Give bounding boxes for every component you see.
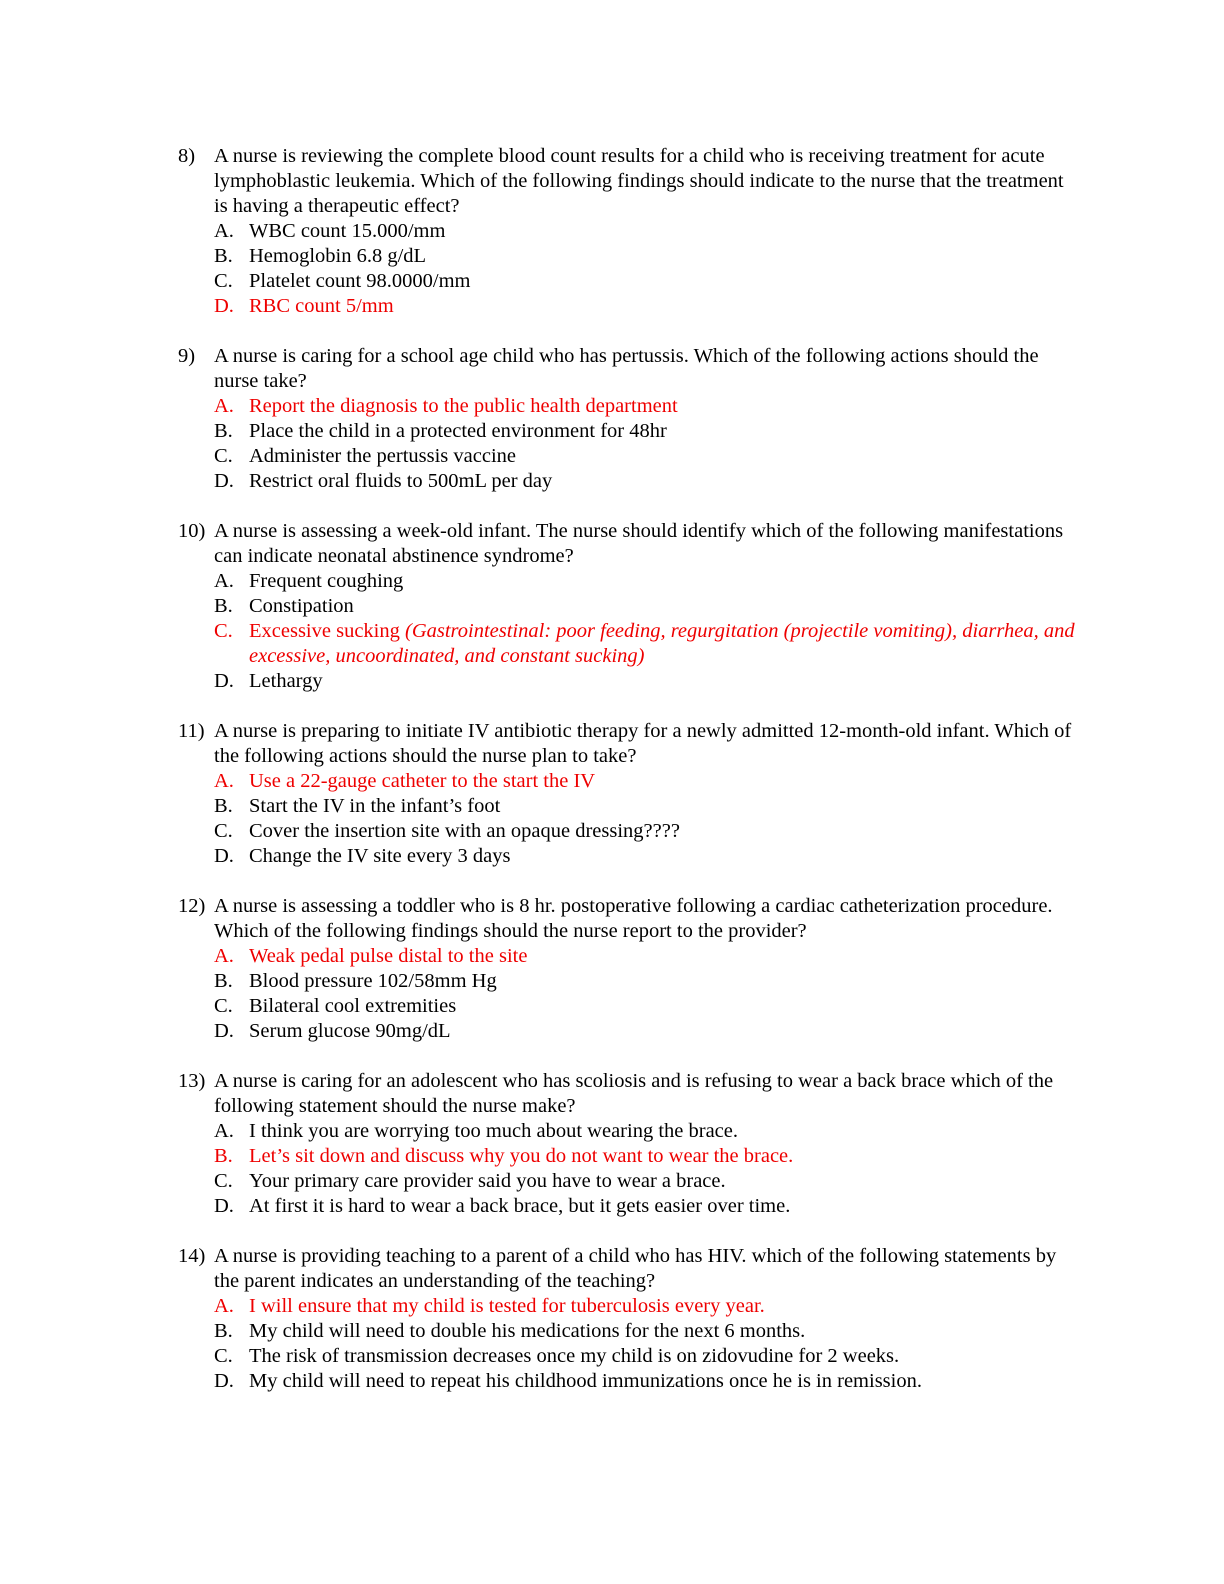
answer-option	[214, 219, 1078, 244]
option-text-wrap	[249, 669, 1078, 694]
option-label: A.	[214, 945, 234, 967]
question-text: A nurse is caring for an adolescent who has scoliosis and is refusing to wear a back brace which of the following statement should the nurse make?	[214, 1070, 1054, 1117]
answer-option	[214, 594, 1078, 619]
question-text: A nurse is providing teaching to a parent of a child who has HIV. which of the following statements by the parent indicates an understanding of the teaching?	[214, 1245, 1057, 1292]
answer-option-correct	[214, 1294, 1078, 1319]
option-label: A.	[214, 1120, 234, 1142]
option-label: B.	[214, 245, 233, 267]
answer-option	[214, 419, 1078, 444]
option-label: B.	[214, 420, 233, 442]
option-text: Weak pedal pulse distal to the site	[249, 945, 528, 967]
option-text-wrap	[249, 569, 1078, 594]
answer-options	[214, 1119, 1078, 1219]
option-text: Lethargy	[249, 670, 323, 692]
answer-option	[214, 794, 1078, 819]
option-label: A.	[214, 395, 234, 417]
question-stem	[178, 894, 1078, 944]
answer-option-correct	[214, 294, 1078, 319]
answer-option	[214, 269, 1078, 294]
answer-option	[214, 244, 1078, 269]
option-text-wrap	[249, 794, 1078, 819]
question-stem	[178, 1244, 1078, 1294]
question-number: 14)	[178, 1245, 206, 1267]
option-text: RBC count 5/mm	[249, 295, 394, 317]
answer-option	[214, 1319, 1078, 1344]
option-text: My child will need to double his medications for the next 6 months.	[249, 1320, 806, 1342]
question-number: 9)	[178, 345, 196, 367]
question-text: A nurse is assessing a week-old infant. The nurse should identify which of the following manifestations can indicate neonatal abstinence syndrome?	[214, 520, 1064, 567]
answer-option	[214, 1369, 1078, 1394]
option-text: Start the IV in the infant’s foot	[249, 795, 501, 817]
option-text-wrap	[249, 1319, 1078, 1344]
option-text-wrap	[249, 1144, 1078, 1169]
option-text: At first it is hard to wear a back brace, but it gets easier over time.	[249, 1195, 791, 1217]
option-text: Your primary care provider said you have to wear a brace.	[249, 1170, 726, 1192]
option-text-wrap	[249, 1294, 1078, 1319]
option-text: The risk of transmission decreases once my child is on zidovudine for 2 weeks.	[249, 1345, 900, 1367]
option-text-wrap	[249, 1344, 1078, 1369]
option-label: A.	[214, 1295, 234, 1317]
question-7	[178, 1244, 1078, 1394]
option-label: C.	[214, 1170, 233, 1192]
option-label: C.	[214, 1345, 233, 1367]
question-stem	[178, 344, 1078, 394]
answer-option	[214, 1194, 1078, 1219]
option-text-wrap	[249, 1194, 1078, 1219]
option-label: A.	[214, 220, 234, 242]
option-text: My child will need to repeat his childhood immunizations once he is in remission.	[249, 1370, 922, 1392]
answer-options	[214, 944, 1078, 1044]
question-4	[178, 719, 1078, 869]
answer-option-correct	[214, 769, 1078, 794]
answer-options	[214, 1294, 1078, 1394]
option-label: B.	[214, 970, 233, 992]
option-text: Constipation	[249, 595, 354, 617]
option-text-wrap	[249, 1369, 1078, 1394]
option-label: C.	[214, 270, 233, 292]
question-2	[178, 344, 1078, 494]
answer-options	[214, 394, 1078, 494]
option-text: Report the diagnosis to the public health department	[249, 395, 678, 417]
question-3	[178, 519, 1078, 694]
option-text-wrap	[249, 419, 1078, 444]
option-text-wrap	[249, 944, 1078, 969]
answer-option	[214, 569, 1078, 594]
option-text: Place the child in a protected environment for 48hr	[249, 420, 667, 442]
option-label: D.	[214, 845, 234, 867]
option-text-wrap	[249, 819, 1078, 844]
answer-option	[214, 669, 1078, 694]
answer-option	[214, 969, 1078, 994]
option-note: (Gastrointestinal: poor feeding, regurgitation (projectile vomiting), diarrhea, and excessive, uncoordinated, and constant sucking)	[249, 620, 1075, 667]
option-text-wrap	[249, 769, 1078, 794]
answer-option	[214, 469, 1078, 494]
option-label: D.	[214, 670, 234, 692]
option-text: Serum glucose 90mg/dL	[249, 1020, 451, 1042]
question-stem	[178, 719, 1078, 769]
option-text-wrap	[249, 1169, 1078, 1194]
option-text-wrap	[249, 1119, 1078, 1144]
option-text: Excessive sucking	[249, 620, 405, 642]
option-text-wrap	[249, 844, 1078, 869]
option-label: C.	[214, 445, 233, 467]
option-text: Administer the pertussis vaccine	[249, 445, 517, 467]
answer-option	[214, 1119, 1078, 1144]
question-1	[178, 144, 1078, 319]
answer-option	[214, 444, 1078, 469]
answer-option	[214, 819, 1078, 844]
option-label: A.	[214, 770, 234, 792]
option-text: Bilateral cool extremities	[249, 995, 457, 1017]
option-text-wrap	[249, 244, 1078, 269]
answer-option-correct	[214, 394, 1078, 419]
question-number: 8)	[178, 145, 196, 167]
question-5	[178, 894, 1078, 1044]
option-label: B.	[214, 1320, 233, 1342]
option-text: Use a 22-gauge catheter to the start the IV	[249, 770, 596, 792]
option-text: Cover the insertion site with an opaque dressing????	[249, 820, 680, 842]
answer-options	[214, 219, 1078, 319]
option-label: D.	[214, 1020, 234, 1042]
option-text: I will ensure that my child is tested for tuberculosis every year.	[249, 1295, 765, 1317]
question-text: A nurse is preparing to initiate IV antibiotic therapy for a newly admitted 12-month-old infant. Which of the following actions should the nurse plan to take?	[214, 720, 1072, 767]
answer-option	[214, 1019, 1078, 1044]
question-stem	[178, 144, 1078, 219]
option-text-wrap	[249, 269, 1078, 294]
question-text: A nurse is caring for a school age child who has pertussis. Which of the following actions should the nurse take?	[214, 345, 1039, 392]
answer-options	[214, 569, 1078, 694]
option-text: Blood pressure 102/58mm Hg	[249, 970, 497, 992]
option-label: B.	[214, 1145, 233, 1167]
question-stem	[178, 519, 1078, 569]
option-text: Platelet count 98.0000/mm	[249, 270, 471, 292]
option-text: Restrict oral fluids to 500mL per day	[249, 470, 553, 492]
option-text: Frequent coughing	[249, 570, 404, 592]
option-text-wrap	[249, 394, 1078, 419]
option-text-wrap	[249, 994, 1078, 1019]
option-label: B.	[214, 595, 233, 617]
question-number: 11)	[178, 720, 205, 742]
option-text-wrap	[249, 444, 1078, 469]
question-list	[178, 144, 1078, 1419]
answer-option	[214, 1169, 1078, 1194]
option-text: Let’s sit down and discuss why you do not want to wear the brace.	[249, 1145, 794, 1167]
answer-option	[214, 844, 1078, 869]
answer-option	[214, 1344, 1078, 1369]
question-number: 13)	[178, 1070, 206, 1092]
option-text: WBC count 15.000/mm	[249, 220, 446, 242]
answer-options	[214, 769, 1078, 869]
option-label: D.	[214, 295, 234, 317]
option-label: C.	[214, 995, 233, 1017]
option-text-wrap	[249, 294, 1078, 319]
option-text-wrap	[249, 619, 1078, 669]
option-label: D.	[214, 1370, 234, 1392]
option-label: C.	[214, 620, 233, 642]
answer-option-correct	[214, 944, 1078, 969]
question-text: A nurse is assessing a toddler who is 8 hr. postoperative following a cardiac catheterization procedure. Which of the following findings should the nurse report to the provider?	[214, 895, 1053, 942]
question-number: 12)	[178, 895, 206, 917]
option-text: Change the IV site every 3 days	[249, 845, 511, 867]
option-text-wrap	[249, 219, 1078, 244]
question-number: 10)	[178, 520, 206, 542]
option-label: D.	[214, 470, 234, 492]
option-text-wrap	[249, 969, 1078, 994]
option-label: C.	[214, 820, 233, 842]
question-stem	[178, 1069, 1078, 1119]
answer-option-correct	[214, 619, 1078, 669]
option-text-wrap	[249, 1019, 1078, 1044]
option-label: B.	[214, 795, 233, 817]
option-text: I think you are worrying too much about wearing the brace.	[249, 1120, 738, 1142]
option-label: A.	[214, 570, 234, 592]
question-text: A nurse is reviewing the complete blood count results for a child who is receiving treatment for acute lymphoblastic leukemia. Which of the following findings should indicate to the nurse that the treatment is having a therapeutic effect?	[214, 145, 1064, 217]
option-text: Hemoglobin 6.8 g/dL	[249, 245, 427, 267]
question-6	[178, 1069, 1078, 1219]
answer-option-correct	[214, 1144, 1078, 1169]
option-text-wrap	[249, 469, 1078, 494]
option-text-wrap	[249, 594, 1078, 619]
option-label: D.	[214, 1195, 234, 1217]
answer-option	[214, 994, 1078, 1019]
